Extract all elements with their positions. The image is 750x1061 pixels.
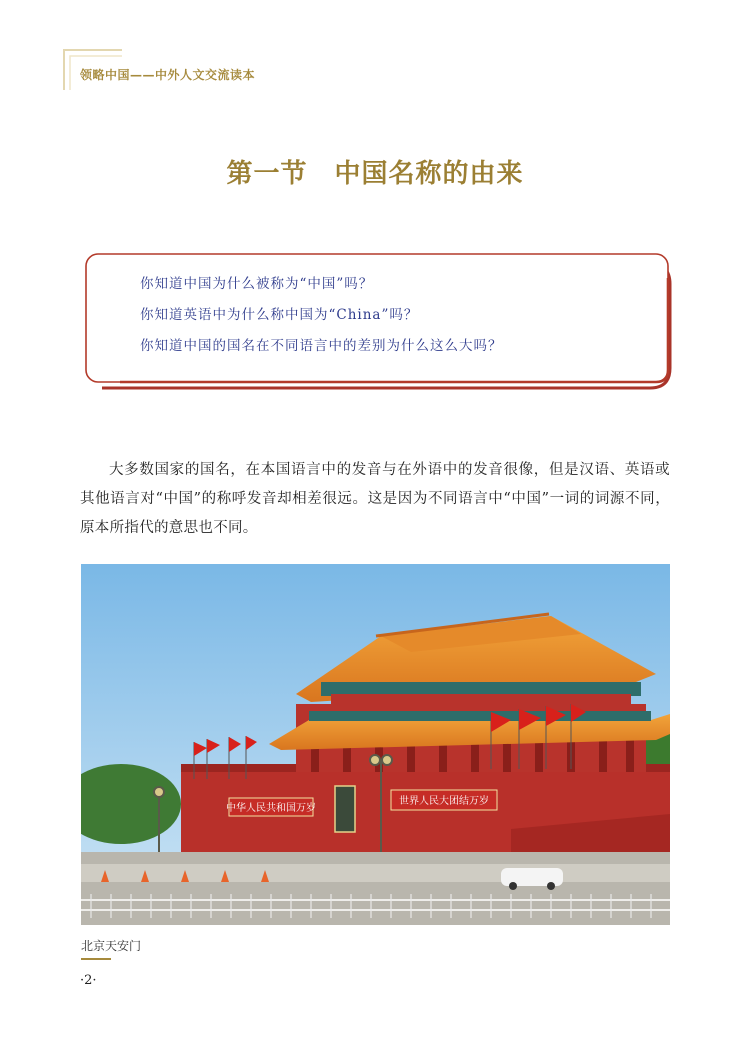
left-banner-text: 中华人民共和国万岁	[226, 803, 316, 814]
tiananmen-illustration	[81, 564, 670, 925]
page-number: ·2·	[80, 973, 97, 988]
tiananmen-photo	[81, 564, 670, 925]
question-item: 你知道中国的国名在不同语言中的差别为什么这么大吗？	[140, 338, 503, 354]
right-banner-text: 世界人民大团结万岁	[399, 796, 489, 807]
running-header: 领略中国——中外人文交流读本	[80, 68, 256, 82]
question-item: 你知道中国为什么被称为“中国”吗？	[140, 276, 374, 292]
question-item: 你知道英语中为什么称中国为“China”吗？	[140, 307, 419, 323]
body-paragraph: 大多数国家的国名，在本国语言中的发音与在外语中的发音很像，但是汉语、英语或其他语言对“中国”的称呼发音却相差很远。这是因为不同语言中“中国”一词的词源不同，原本所指代的意思也不同。	[80, 462, 670, 536]
question-list	[140, 274, 503, 367]
figure-caption: 北京天安门	[81, 939, 142, 953]
section-title: 第一节 中国名称的由来	[226, 159, 524, 189]
question-box	[80, 248, 680, 393]
caption-rule	[81, 958, 111, 960]
